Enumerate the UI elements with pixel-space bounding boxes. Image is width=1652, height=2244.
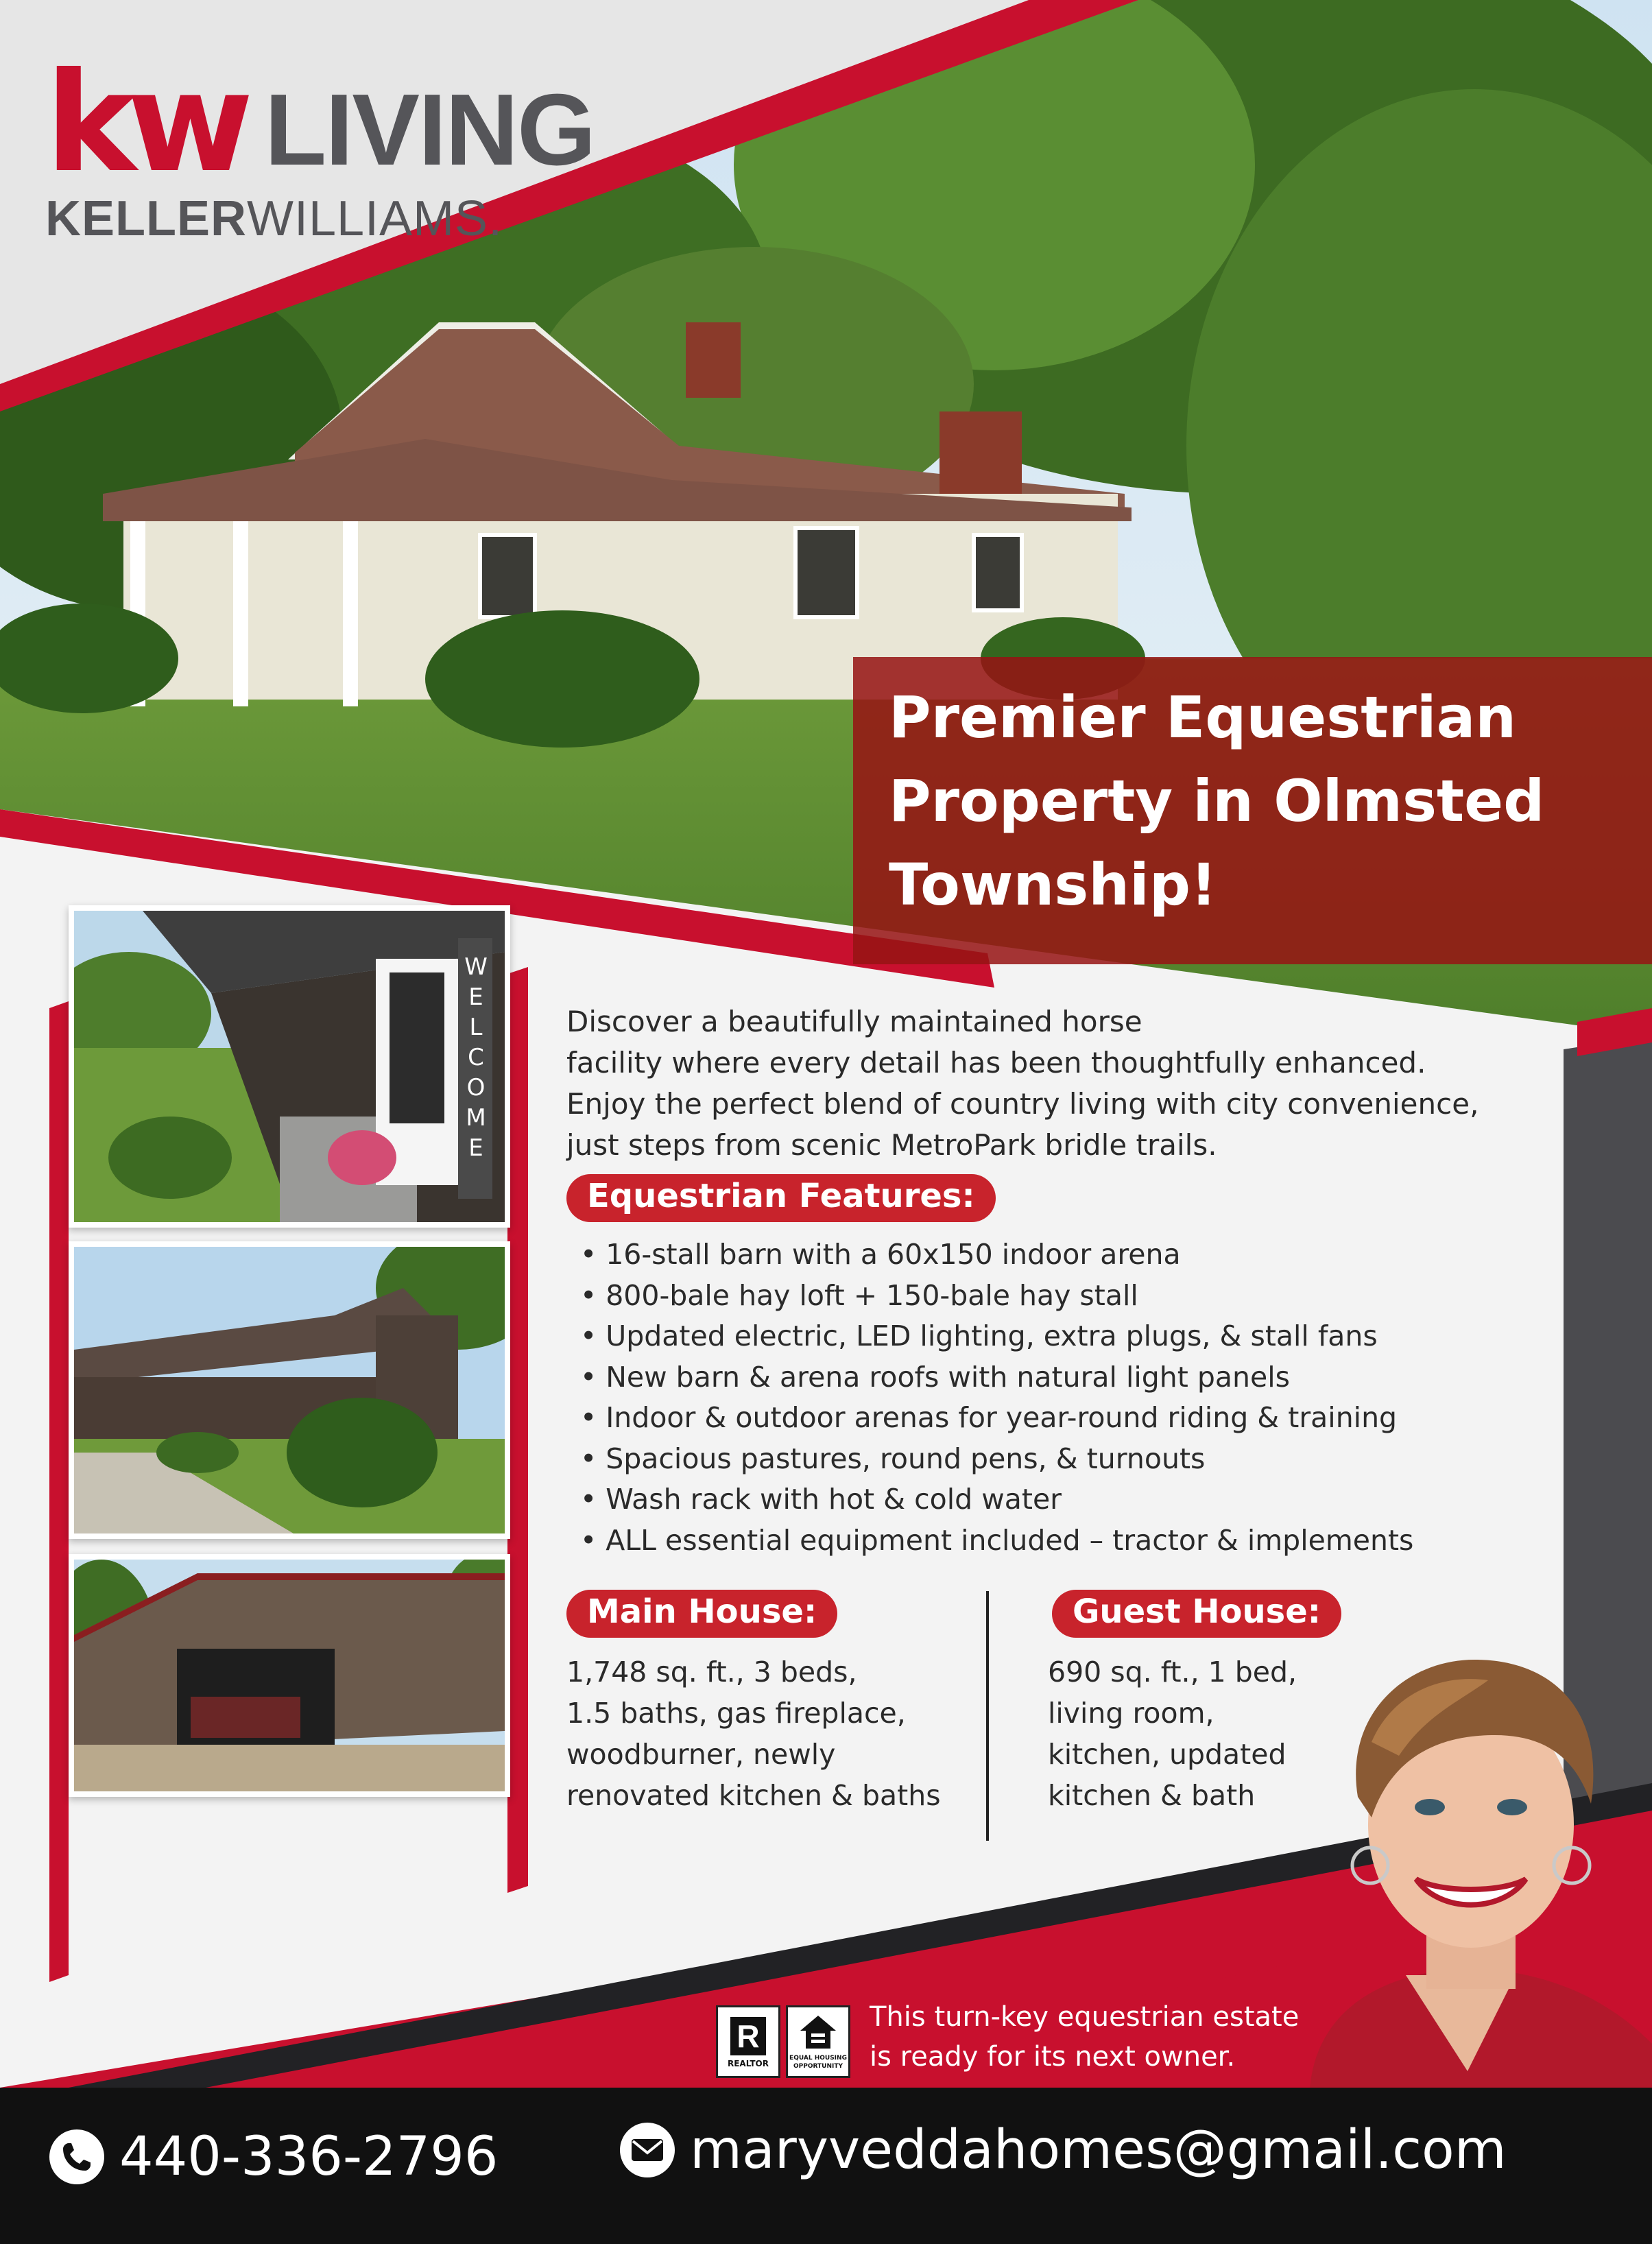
equal-housing-icon: EQUAL HOUSING OPPORTUNITY [786,2005,850,2078]
equestrian-features-list [580,1234,1609,1561]
barn-exterior-photo [69,1241,510,1539]
feature-item: • Wash rack with hot & cold water [580,1479,1609,1520]
intro-line-2: facility where every detail has been thoughtfully enhanced. [566,1046,1426,1079]
arena-building-photo [69,1554,510,1797]
logo-kw: kw [45,43,244,203]
logo-living: LIVING [264,73,595,187]
welcome-sign: WELCOME [464,953,488,1162]
headline [889,676,1643,927]
intro-line-3: Enjoy the perfect blend of country living with city convenience, [566,1087,1479,1121]
barn-porch-photo [69,905,510,1228]
intro-paragraph [566,1001,1581,1166]
guest-house-details: 690 sq. ft., 1 bed, living room, kitchen, updated kitchen & bath [1048,1656,1297,1812]
intro-line-4: just steps from scenic MetroPark bridle trails. [566,1128,1217,1162]
logo-keller-williams: KELLERWILLIAMS. [45,191,503,246]
headline-line-1: Premier Equestrian [889,684,1517,751]
main-house-heading: Main House: [566,1590,837,1638]
realtor-icon: R REALTOR [716,2005,780,2078]
equestrian-features-heading: Equestrian Features: [566,1174,996,1222]
feature-item: • ALL essential equipment included – tractor & implements [580,1520,1609,1562]
tagline: This turn-key equestrian estate is ready for its next owner. [870,2001,1300,2073]
column-divider [986,1591,989,1841]
phone-number[interactable]: 440-336-2796 [119,2126,499,2188]
headline-line-2: Property in Olmsted [889,767,1545,835]
feature-item: • Spacious pastures, round pens, & turnouts [580,1439,1609,1480]
feature-item: • 16-stall barn with a 60x150 indoor arena [580,1234,1609,1276]
email-contact[interactable] [620,2119,1507,2181]
feature-item: • Indoor & outdoor arenas for year-round riding & training [580,1398,1609,1439]
feature-item: • New barn & arena roofs with natural light panels [580,1357,1609,1398]
email-address[interactable]: maryveddahomes@gmail.com [690,2119,1507,2181]
headline-line-3: Township! [889,851,1217,918]
phone-icon [49,2129,104,2184]
guest-house-heading-wrap [1052,1590,1341,1638]
svg-text:R: R [737,2018,760,2054]
phone-contact[interactable] [49,2126,499,2188]
email-icon [620,2123,675,2177]
guest-house-heading: Guest House: [1052,1590,1341,1638]
equestrian-features-heading-wrap [566,1174,996,1222]
feature-item: • 800-bale hay loft + 150-bale hay stall [580,1276,1609,1317]
intro-line-1: Discover a beautifully maintained horse [566,1005,1142,1038]
feature-item: • Updated electric, LED lighting, extra plugs, & stall fans [580,1316,1609,1357]
kw-living-logo [45,43,595,247]
main-house-details: 1,748 sq. ft., 3 beds, 1.5 baths, gas fireplace, woodburner, newly renovated kitchen & baths [566,1656,941,1812]
main-house-heading-wrap [566,1590,837,1638]
